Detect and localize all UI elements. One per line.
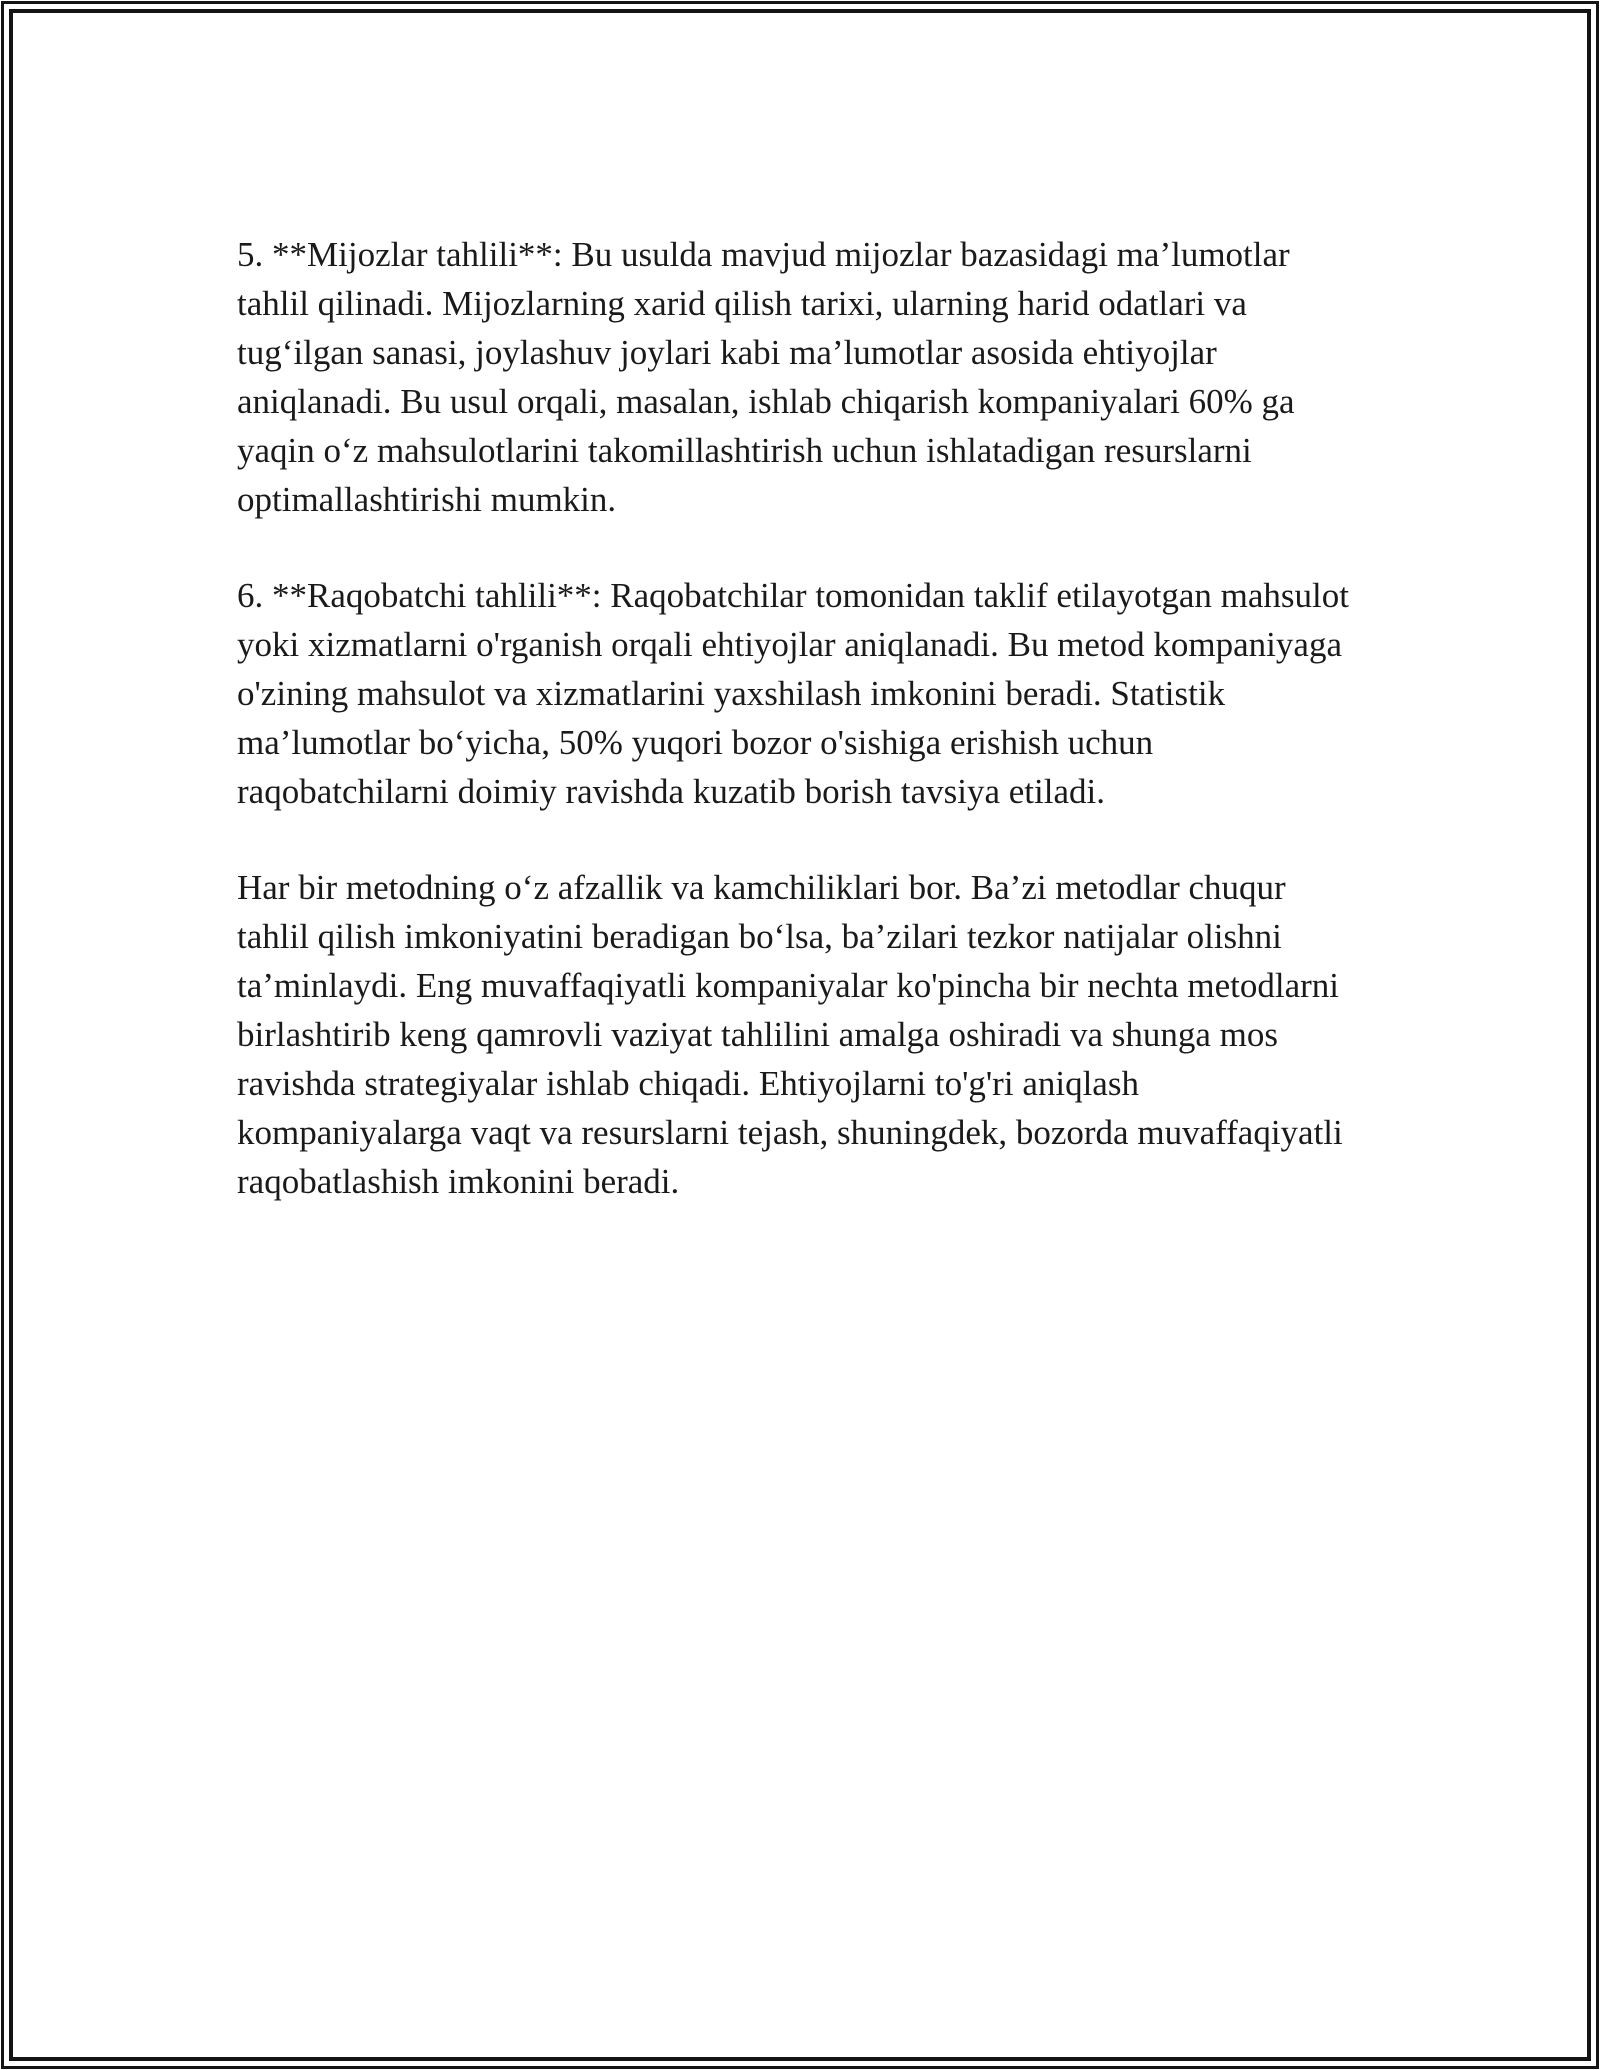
paragraph-xulosa: Har bir metodning o‘z afzallik va kamchiliklari bor. Ba’zi metodlar chuqur tahlil qilish imkoniyatini beradigan bo‘lsa, ba’zilari tezkor natijalar olishni ta’minlaydi. Eng muvaffaqiyatli kompaniyalar ko'pincha bir nechta metodlarni birlashtirib keng qamrovli vaziyat tahlilini amalga oshiradi va shunga mos ravishda strategiyalar ishlab chiqadi. Ehtiyojlarni to'g'ri aniqlash kompaniyalarga vaqt va resurslarni tejash, shuningdek, bozorda muvaffaqiyatli raqobatlashish imkonini beradi. — [237, 868, 1343, 1201]
document-content — [237, 230, 1363, 1253]
paragraph-raqobatchi-tahlili: 6. **Raqobatchi tahlili**: Raqobatchilar tomonidan taklif etilayotgan mahsulot yoki xizmatlarni o'rganish orqali ehtiyojlar aniqlanadi. Bu metod kompaniyaga o'zining mahsulot va xizmatlarini yaxshilash imkonini beradi. Statistik ma’lumotlar bo‘yicha, 50% yuqori bozor o'sishiga erishish uchun raqobatchilarni doimiy ravishda kuzatib borish tavsiya etiladi. — [237, 576, 1349, 811]
paragraph-mijozlar-tahlili: 5. **Mijozlar tahlili**: Bu usulda mavjud mijozlar bazasidagi ma’lumotlar tahlil qilinadi. Mijozlarning xarid qilish tarixi, ularning harid odatlari va tug‘ilgan sanasi, joylashuv joylari kabi ma’lumotlar asosida ehtiyojlar aniqlanadi. Bu usul orqali, masalan, ishlab chiqarish kompaniyalari 60% ga yaqin o‘z mahsulotlarini takomillashtirish uchun ishlatadigan resurslarni optimallashtirishi mumkin. — [237, 235, 1295, 519]
